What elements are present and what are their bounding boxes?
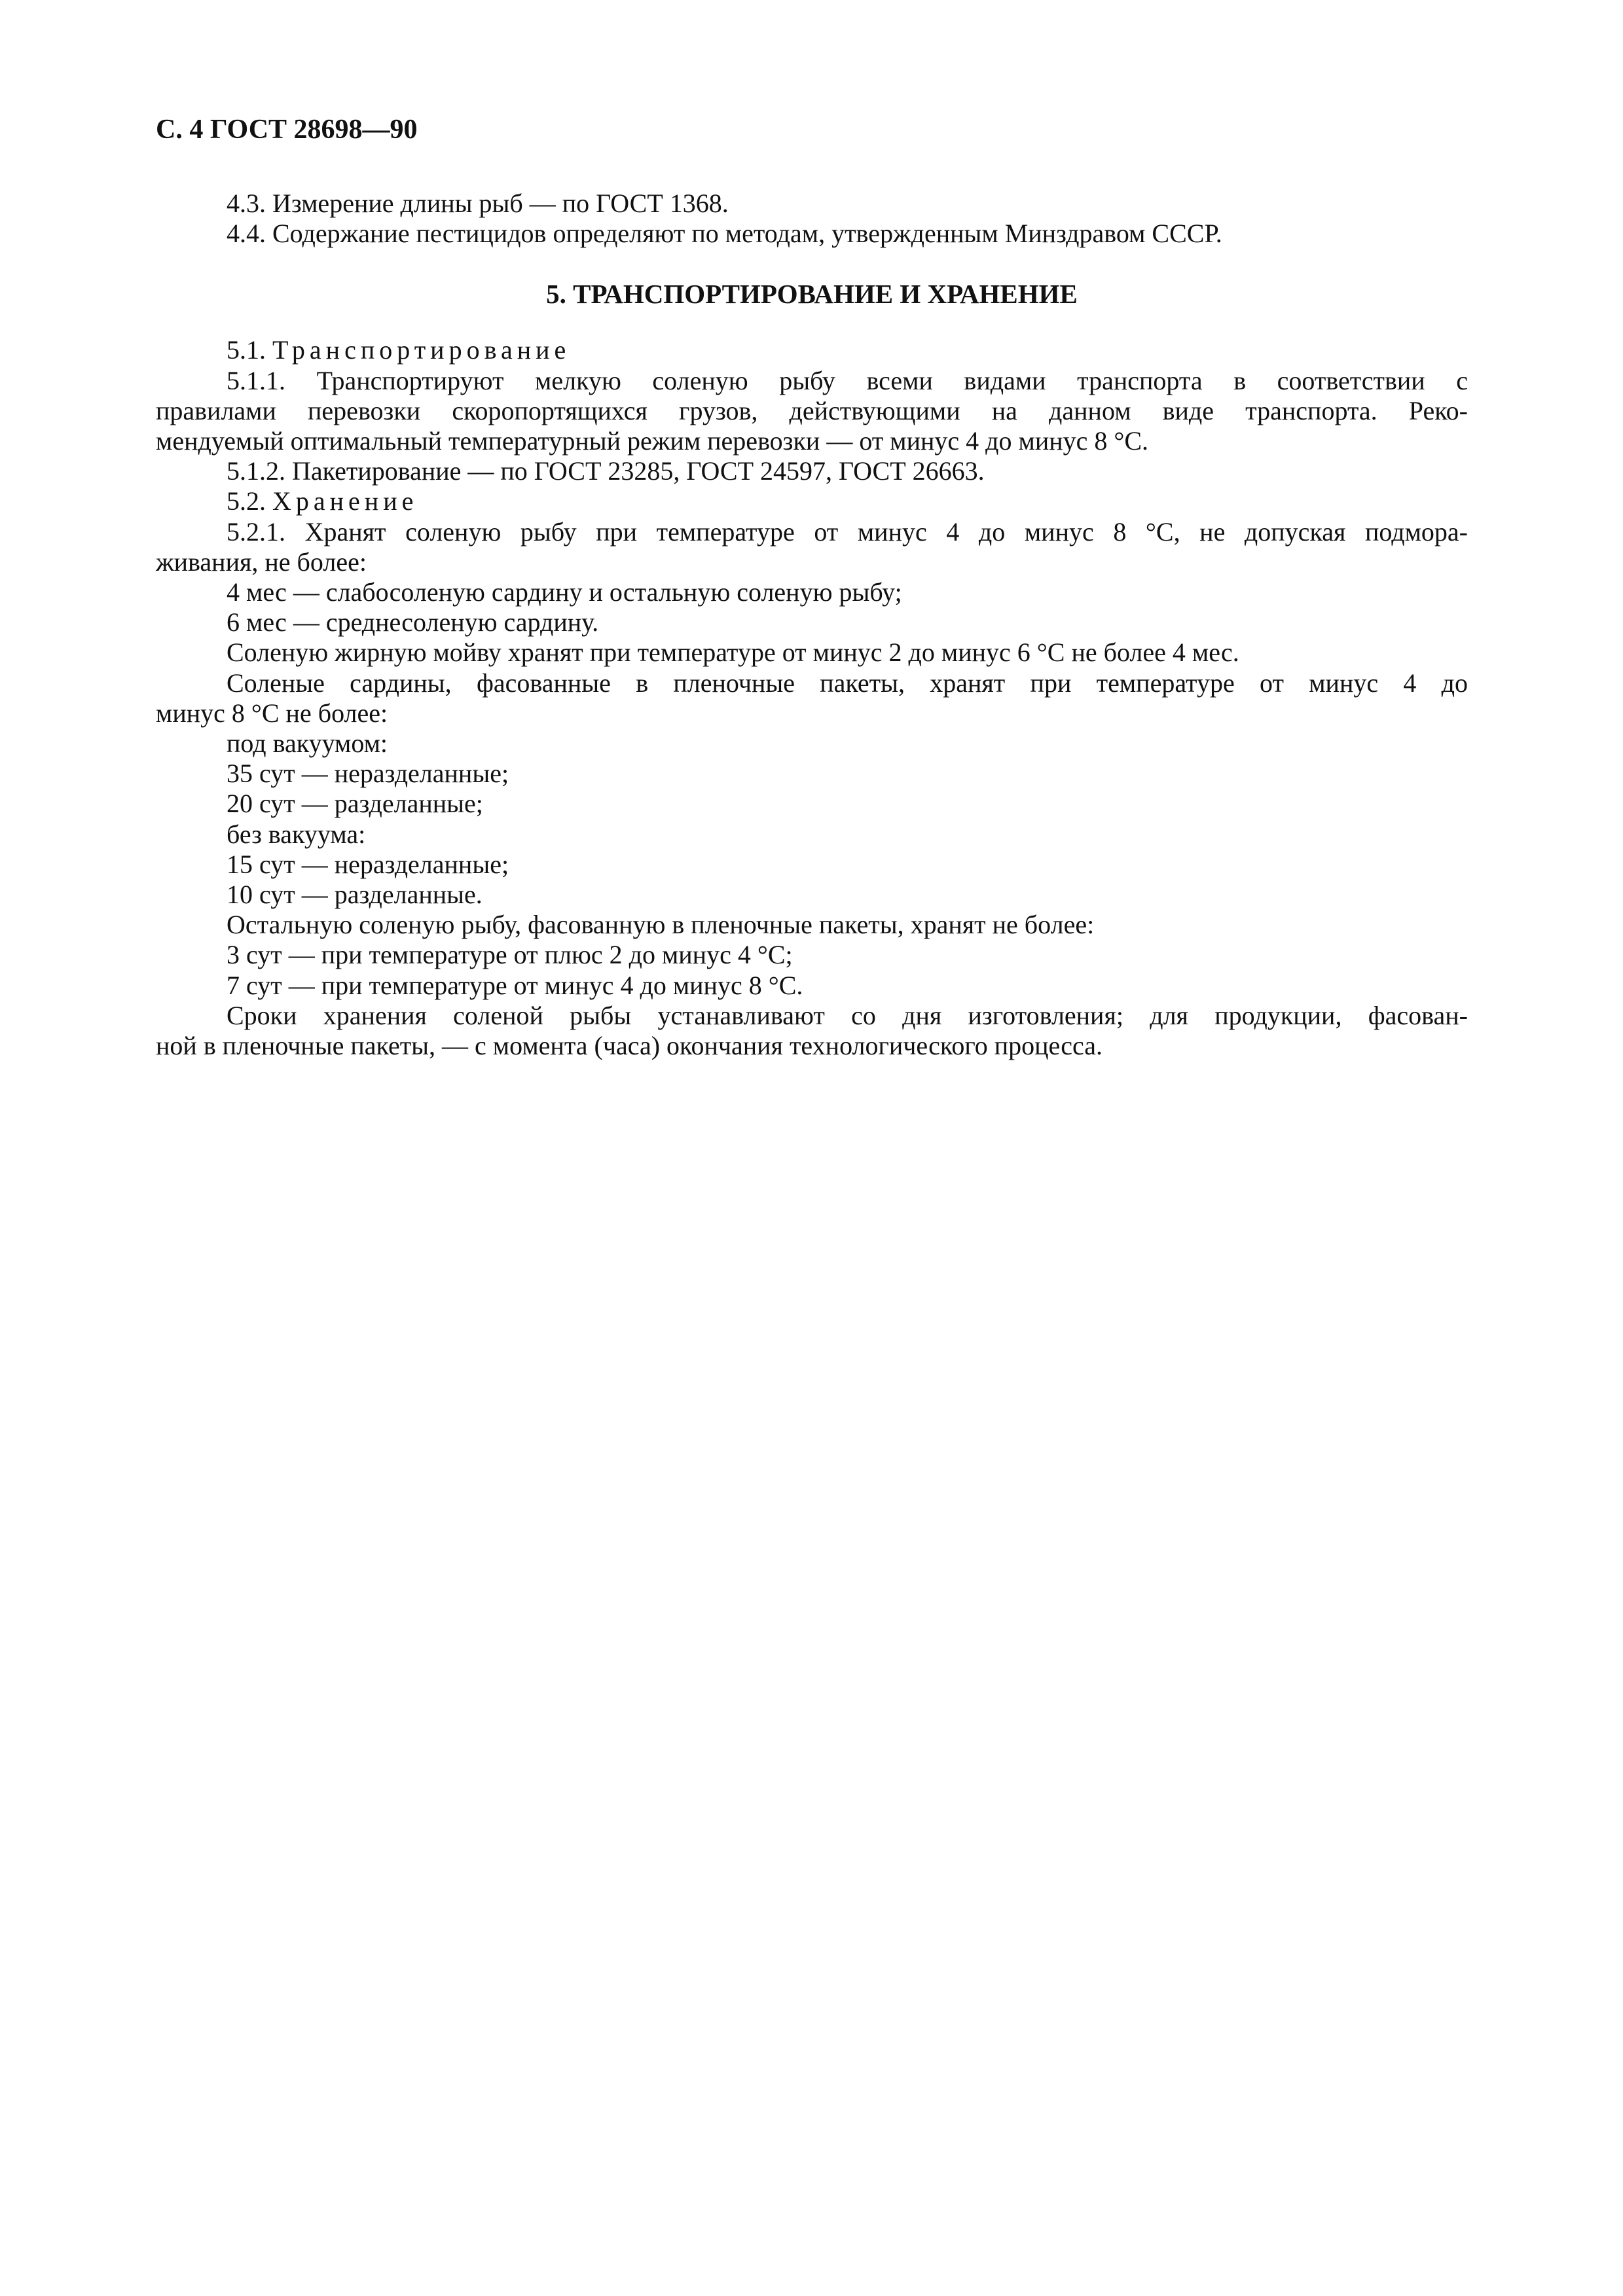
storage-6-months: 6 мес — среднесоленую сардину. — [227, 607, 599, 637]
no-vacuum-15-days: 15 сут — неразделанные; — [227, 849, 509, 879]
page-header: С. 4 ГОСТ 28698—90 — [156, 115, 418, 145]
storage-4-months: 4 мес — слабосоленую сардину и остальную соленую рыбу; — [227, 577, 902, 607]
other-7-days: 7 сут — при температуре от минус 4 до минус 8 °С. — [227, 970, 803, 1000]
vacuum-35-days: 35 сут — неразделанные; — [227, 759, 509, 789]
paragraph-5-1-2: 5.1.2. Пакетирование — по ГОСТ 23285, ГОСТ 24597, ГОСТ 26663. — [227, 456, 985, 486]
paragraph-4-3: 4.3. Измерение длины рыб — по ГОСТ 1368. — [227, 188, 729, 218]
sardines-storage-line: минус 8 °С не более: — [156, 698, 388, 728]
paragraph-4-4: 4.4. Содержание пестицидов определяют по методам, утвержденным Минздравом СССР. — [227, 219, 1222, 249]
subsection-5-1-heading — [156, 335, 1468, 365]
vacuum-20-days: 20 сут — разделанные; — [227, 789, 483, 819]
paragraph-5-1-1-line: мендуемый оптимальный температурный режим перевозки — от минус 4 до минус 8 °С. — [156, 426, 1149, 456]
other-fish-storage: Остальную соленую рыбу, фасованную в пленочные пакеты, хранят не более: — [227, 910, 1095, 940]
paragraph-5-1-1-line: 5.1.1. Транспортируют мелкую соленую рыбу всеми видами транспорта в соответствии с — [227, 365, 1468, 395]
paragraph-5-2-1 — [156, 517, 1468, 577]
paragraph-5-1-1-line: правилами перевозки скоропортящихся грузов, действующими на данном виде транспорта. Реко- — [156, 395, 1468, 425]
subsection-5-1-number: 5.1. — [227, 335, 266, 365]
section-5-title: 5. ТРАНСПОРТИРОВАНИЕ И ХРАНЕНИЕ — [546, 279, 1078, 310]
no-vacuum-label: без вакуума: — [227, 819, 366, 849]
paragraph-5-1-1 — [156, 366, 1468, 457]
no-vacuum-10-days: 10 сут — разделанные. — [227, 880, 483, 910]
subsection-5-2-heading — [156, 486, 1468, 516]
subsection-5-2-number: 5.2. — [227, 486, 266, 516]
capelin-storage: Соленую жирную мойву хранят при температуре от минус 2 до минус 6 °С не более 4 мес. — [227, 637, 1239, 668]
paragraph-5-2-1-line: живания, не более: — [156, 547, 367, 577]
storage-terms — [156, 1001, 1468, 1061]
vacuum-label: под вакуумом: — [227, 728, 388, 759]
other-3-days: 3 сут — при температуре от плюс 2 до минус 4 °С; — [227, 940, 793, 970]
document-body — [156, 188, 1468, 1061]
storage-terms-line: Сроки хранения соленой рыбы устанавливают со дня изготовления; для продукции, фасован- — [227, 1000, 1468, 1030]
subsection-5-2-title: Хранение — [272, 486, 418, 516]
subsection-5-1-title: Транспортирование — [272, 335, 571, 365]
sardines-storage-line: Соленые сардины, фасованные в пленочные пакеты, хранят при температуре от минус 4 до — [227, 668, 1468, 698]
sardines-storage — [156, 668, 1468, 728]
storage-terms-line: ной в пленочные пакеты, — с момента (часа) окончания технологического процесса. — [156, 1031, 1103, 1061]
paragraph-5-2-1-line: 5.2.1. Хранят соленую рыбу при температуре от минус 4 до минус 8 °С, не допуская подмора- — [227, 516, 1468, 547]
